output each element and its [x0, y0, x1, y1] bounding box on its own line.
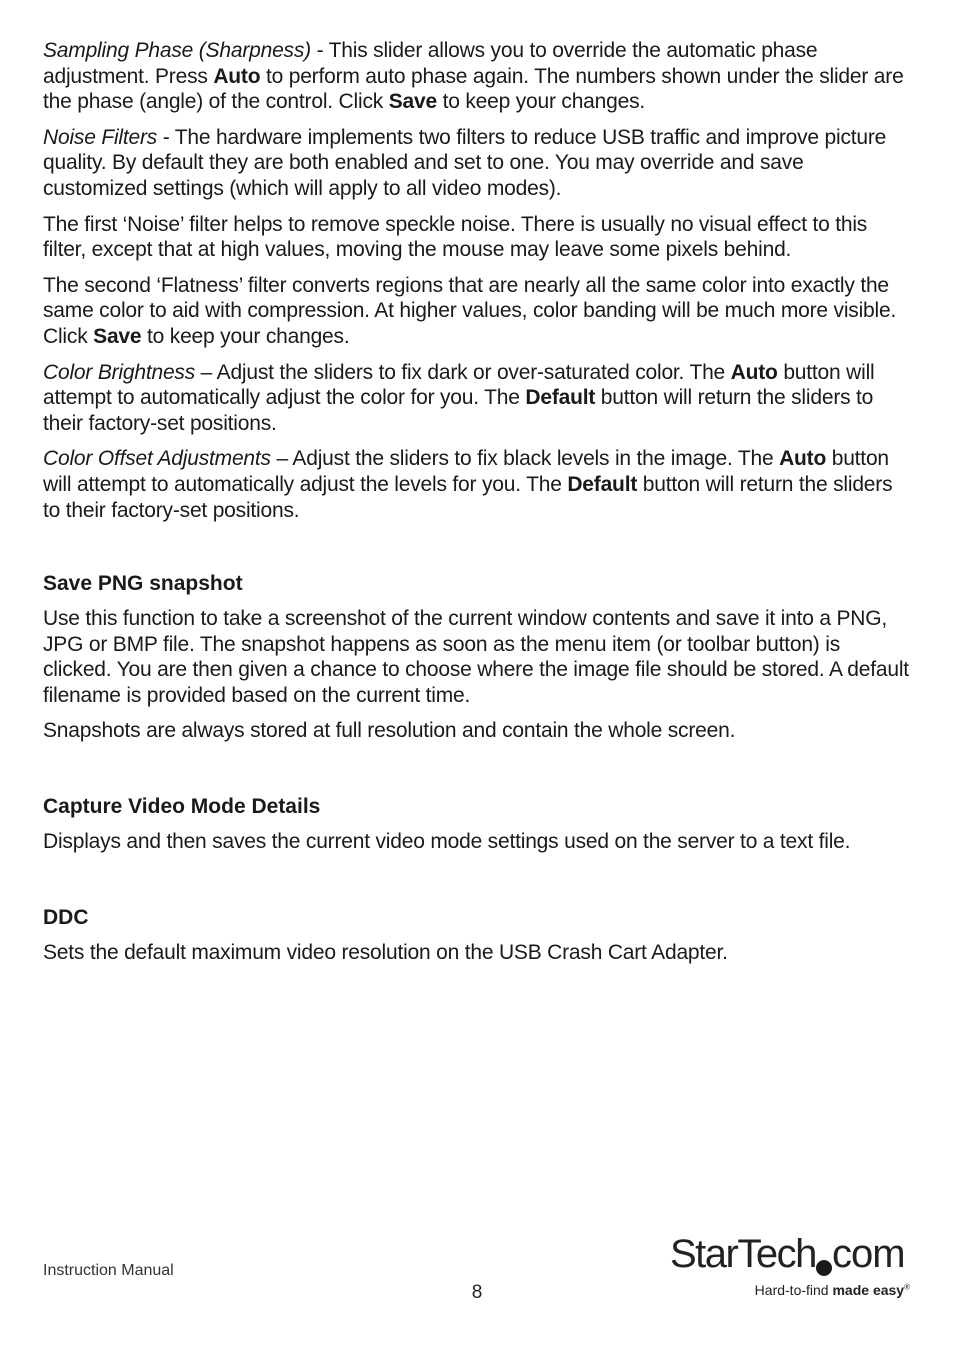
- capture-video-mode-paragraph: Displays and then saves the current video mode settings used on the server to a text file.: [43, 830, 851, 854]
- registered-mark: ®: [904, 1282, 910, 1292]
- noise-filters-paragraph: [43, 125, 911, 202]
- paragraph-text: button will attempt to automatically adjust the color for you. The: [43, 360, 875, 410]
- auto-keyword: Auto: [779, 447, 827, 471]
- save-keyword: Save: [388, 90, 437, 114]
- capture-video-mode-heading: Capture Video Mode Details: [43, 795, 321, 819]
- color-offset-paragraph: [43, 446, 911, 523]
- auto-keyword: Auto: [213, 64, 261, 88]
- color-brightness-paragraph: [43, 360, 911, 437]
- save-png-heading: Save PNG snapshot: [43, 572, 243, 596]
- term-color-offset: Color Offset Adjustments: [43, 447, 271, 471]
- noise-filter-detail-paragraph: [43, 212, 911, 263]
- ddc-paragraph: Sets the default maximum video resolution on the USB Crash Cart Adapter.: [43, 940, 728, 964]
- logo-brand: StarTech: [670, 1232, 816, 1276]
- save-keyword: Save: [93, 324, 142, 348]
- default-keyword: Default: [525, 386, 596, 410]
- startech-logo: [670, 1232, 910, 1304]
- default-keyword: Default: [567, 472, 638, 496]
- logo-suffix: com: [832, 1232, 905, 1276]
- logo-dot-icon: [816, 1260, 832, 1276]
- paragraph-text: - The hardware implements two filters to reduce USB traffic and improve picture quality. By default they are both enabled and set to one. You may override and save customized settings (which will apply to all video modes).: [43, 125, 887, 200]
- footer-document-title: Instruction Manual: [43, 1262, 174, 1279]
- manual-body: [43, 38, 911, 975]
- paragraph-text: to keep your changes.: [141, 324, 350, 348]
- paragraph-text: button will attempt to automatically adjust the levels for you. The: [43, 447, 889, 496]
- tagline-bold: made easy: [832, 1282, 905, 1298]
- term-noise-filters: Noise Filters: [43, 125, 158, 149]
- term-sampling-phase: Sampling Phase (Sharpness): [43, 39, 311, 62]
- snapshot-resolution-paragraph: Snapshots are always stored at full resolution and contain the whole screen.: [43, 719, 736, 743]
- tagline-regular: Hard-to-find: [754, 1282, 833, 1298]
- logo-tagline: [755, 1282, 910, 1298]
- paragraph-text: The second ‘Flatness’ filter converts regions that are nearly all the same color into exactly the same color to aid with compression. At higher values, color banding will be much more visible. Click: [43, 273, 897, 348]
- paragraph-text: The first ‘Noise’ filter helps to remove speckle noise. There is usually no visual effect to this filter, except that at high values, moving the mouse may leave some pixels behind.: [43, 212, 868, 262]
- paragraph-text: button will return the sliders to their factory-set positions.: [43, 472, 893, 522]
- paragraph-text: button will return the sliders to their factory-set positions.: [43, 386, 874, 435]
- page-number: 8: [471, 1282, 483, 1303]
- paragraph-text: – Adjust the sliders to fix black levels in the image. The: [270, 447, 780, 471]
- auto-keyword: Auto: [730, 360, 778, 384]
- paragraph-text: to perform auto phase again. The numbers shown under the slider are the phase (angle) of the control. Click: [43, 64, 904, 114]
- save-png-paragraph: Use this function to take a screenshot of the current window contents and save it into a PNG, JPG or BMP file. The snapshot happens as soon as the menu item (or toolbar button) is clicked. You are then given a chance to choose where the image file should be stored. A default filename is provided based on the current time.: [43, 607, 909, 707]
- ddc-heading: DDC: [43, 905, 89, 929]
- paragraph-text: to keep your changes.: [436, 90, 646, 114]
- flatness-filter-paragraph: [43, 273, 911, 350]
- paragraph-text: - This slider allows you to override the automatic phase adjustment. Press: [43, 39, 818, 88]
- term-color-brightness: Color Brightness: [43, 360, 196, 384]
- paragraph-text: – Adjust the sliders to fix dark or over-saturated color. The: [195, 360, 731, 384]
- sampling-phase-paragraph: [43, 38, 911, 115]
